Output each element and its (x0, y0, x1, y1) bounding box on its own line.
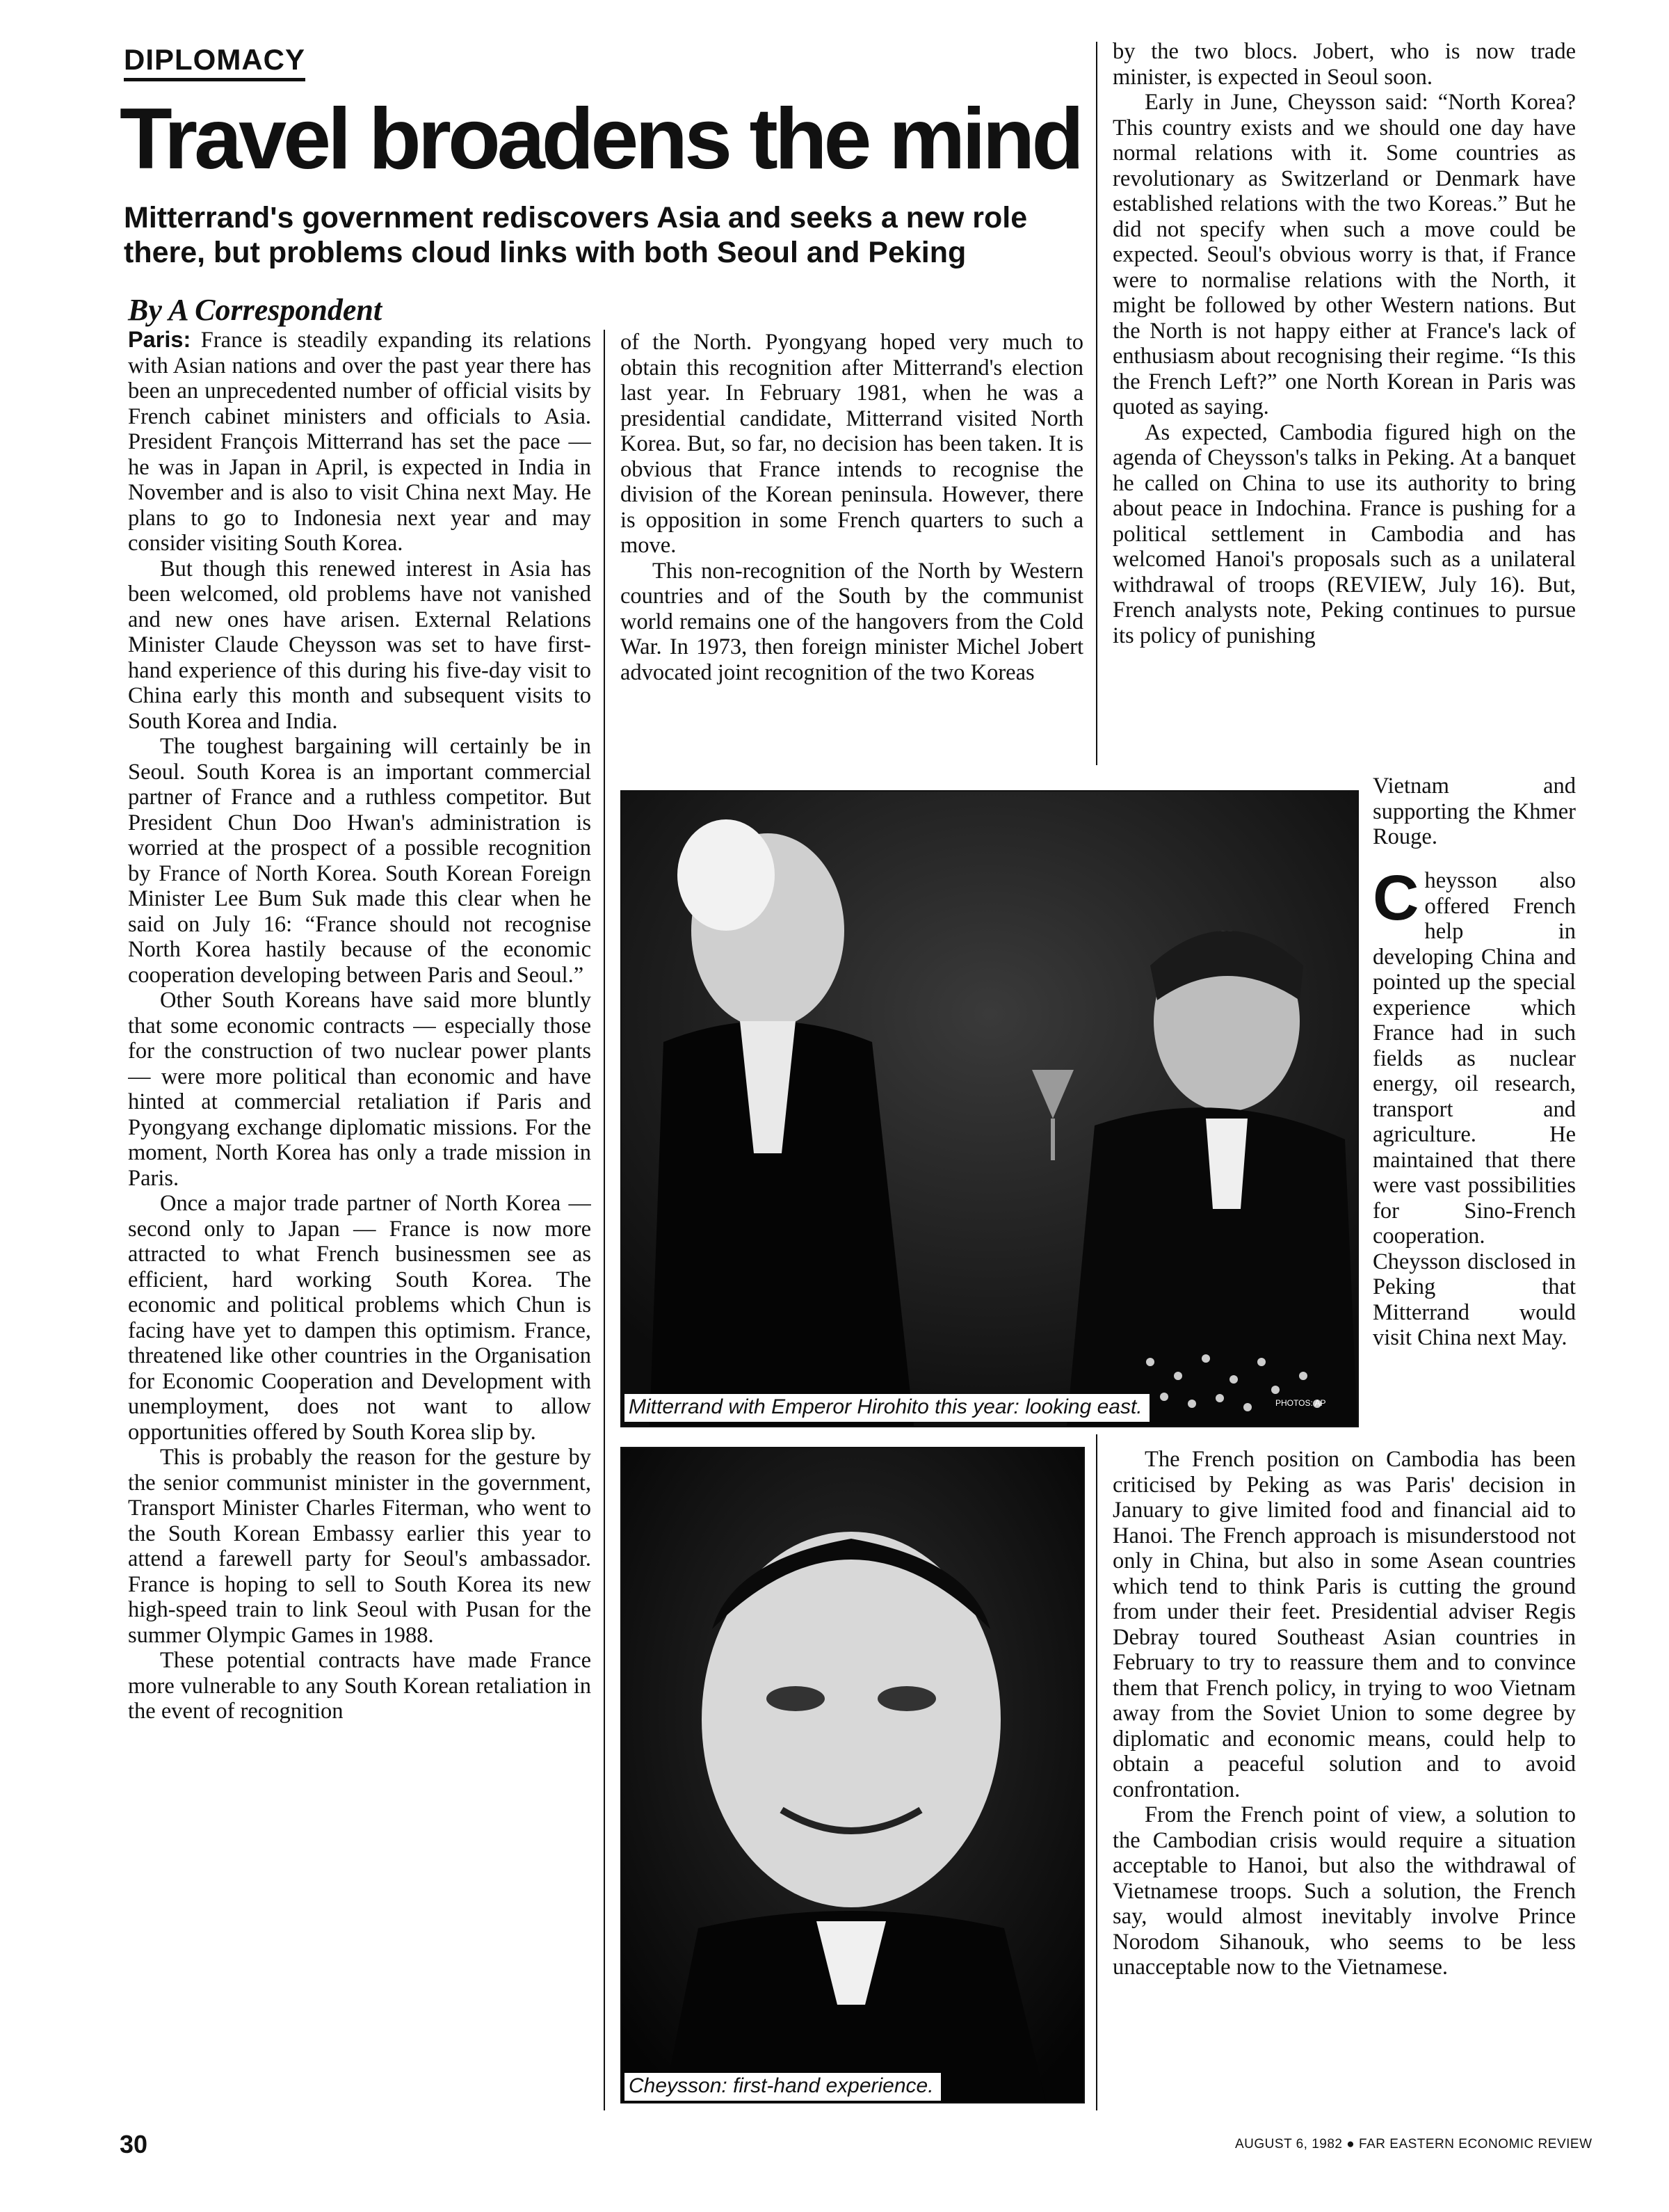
article-column-3-bottom (1113, 1447, 1576, 2115)
photo-credit: PHOTOS: AP (1275, 1398, 1326, 1408)
column-rule-3 (1096, 1434, 1097, 2110)
paragraph: These potential contracts have made France more vulnerable to any South Korean retaliation in the event of recognition (128, 1648, 591, 1724)
drop-cap: C (1373, 868, 1419, 933)
column-rule-1 (604, 330, 605, 2110)
byline: By A Correspondent (128, 293, 382, 327)
article-column-3-narrow-b (1373, 868, 1576, 1445)
photo-illustration (622, 792, 1357, 1426)
article-column-3-narrow-a (1373, 774, 1576, 850)
paragraph: The toughest bargaining will certainly be in Seoul. South Korea is an important commercial partner of France and a ruthless competitor. But President Chun Doo Hwan's administration is worried at the prospect of a possible recognition by France of North Korea. South Korean Foreign Minister Lee Bum Suk made this clear when he said on July 16: “France should not recognise North Korea hastily because of the economic cooperation developing between Paris and Seoul.” (128, 734, 591, 988)
photo-caption-bottom: Cheysson: first-hand experience. (624, 2073, 941, 2101)
paragraph: This is probably the reason for the gesture by the senior communist minister in the government, Transport Minister Charles Fiterman, who went to the South Korean Embassy earlier this year to attend a farewell party for Seoul's ambassador. France is hoping to sell to South Korea its new high-speed train to link Seoul with Pusan for the summer Olympic Games in 1988. (128, 1445, 591, 1648)
paragraph: Early in June, Cheysson said: “North Korea? This country exists and we should one day have normal relations with it. Some countries as revolutionary as Switzerland or Denmark have established relations with the two Koreas.” But he did not specify when such a move could be expected. Seoul's obvious worry is that, if France were to normalise relations with the North, it might be followed by other Western nations. But the North is not happy either at France's lack of enthusiasm about recognising their regime. “Is this the French Left?” one North Korean in Paris was quoted as saying. (1113, 90, 1576, 419)
photo-illustration (622, 1448, 1083, 2102)
headline: Travel broadens the mind (120, 91, 1081, 187)
article-column-3-top (1113, 39, 1576, 785)
paragraph: by the two blocs. Jobert, who is now trade minister, is expected in Seoul soon. (1113, 39, 1576, 90)
paragraph: of the North. Pyongyang hoped very much to obtain this recognition after Mitterrand's election last year. In February 1981, when he was a presidential candidate, Mitterrand visited North Korea. But, so far, no decision has been taken. It is obvious that France intends to recognise the division of the Korean peninsula. However, there is opposition in some French quarters to such a move. (620, 330, 1083, 558)
photo-mitterrand-hirohito (620, 790, 1359, 1427)
article-column-1 (128, 327, 591, 2101)
paragraph: Other South Koreans have said more bluntly that some economic contracts — especially those for the construction of two nuclear power plants — were more political than economic and have hinted at commercial retaliation if Paris and Pyongyang exchange diplomatic missions. For the moment, North Korea has only a trade mission in Paris. (128, 988, 591, 1191)
dateline: Paris: (128, 327, 191, 352)
column-rule-2 (1096, 42, 1097, 765)
photo-cheysson (620, 1447, 1085, 2103)
paragraph: The French position on Cambodia has been criticised by Peking as was Paris' decision in January to give limited food and financial aid to Hanoi. The French approach is misunderstood not only in China, but also in some Asean countries which tend to think Paris is cutting the ground from under their feet. Presidential adviser Regis Debray toured Southeast Asian countries in February to try to reassure them and to convince them that French policy, in trying to woo Vietnam away from the Soviet Union to some degree by diplomatic and economic means, could help to obtain a peaceful solution and to avoid confrontation. (1113, 1447, 1576, 1802)
photo-caption-top: Mitterrand with Emperor Hirohito this year: looking east. (624, 1394, 1150, 1422)
issue-line: AUGUST 6, 1982 ● FAR EASTERN ECONOMIC REVIEW (1235, 2137, 1593, 2151)
paragraph: This non-recognition of the North by Western countries and of the South by the communist world remains one of the hangovers from the Cold War. In 1973, then foreign minister Michel Jobert advocated joint recognition of the two Koreas (620, 558, 1083, 685)
page-number: 30 (120, 2130, 148, 2158)
section-label: DIPLOMACY (124, 43, 305, 81)
deck: Mitterrand's government rediscovers Asia and seeks a new role there, but problems cloud links with both Seoul and Peking (124, 201, 1028, 269)
article-column-2 (620, 330, 1083, 775)
paragraph: As expected, Cambodia figured high on the agenda of Cheysson's talks in Peking. At a banquet he called on China to use its authority to bring about peace in Indochina. France is pushing for a political settlement in Cambodia and has welcomed Hanoi's proposals such as a unilateral withdrawal of troops (REVIEW, July 16). But, French analysts note, Peking continues to pursue its policy of punishing (1113, 419, 1576, 648)
paragraph: Once a major trade partner of North Korea — second only to Japan — France is now more attracted to what French businessmen see as efficient, hard working South Korea. The economic and political problems which Chun is facing have yet to dampen this optimism. France, threatened like other countries in the Organisation for Economic Cooperation and Development with unemployment, does not want to allow opportunities offered by South Korea slip by. (128, 1191, 591, 1445)
paragraph: From the French point of view, a solution to the Cambodian crisis would require a situation acceptable to Hanoi, but also the withdrawal of Vietnamese troops. Such a solution, the French say, would almost inevitably involve Prince Norodom Sihanouk, who seems to be less unacceptable now to the Vietnamese. (1113, 1802, 1576, 1980)
paragraph: Vietnam and supporting the Khmer Rouge. (1373, 774, 1576, 849)
paragraph: But though this renewed interest in Asia has been welcomed, old problems have not vanished and new ones have arisen. External Relations Minister Claude Cheysson was set to have first-hand experience of this during his five-day visit to China early this month and subsequent visits to South Korea and India. (128, 556, 591, 734)
paragraph: heysson also offered French help in developing China and pointed up the special experience which France had in such fields as nuclear energy, oil research, transport and agriculture. He maintained that there were vast possibilities for Sino-French cooperation. Cheysson disclosed in Peking that Mitterrand would visit China next May. (1373, 868, 1576, 1350)
paragraph: France is steadily expanding its relations with Asian nations and over the past year there has been an unprecedented number of official visits by French cabinet ministers and officials to Asia. President François Mitterrand has set the pace — he was in Japan in April, is expected in India in November and is also to visit China next May. He plans to go to Indonesia next year and may consider visiting South Korea. (128, 328, 591, 556)
